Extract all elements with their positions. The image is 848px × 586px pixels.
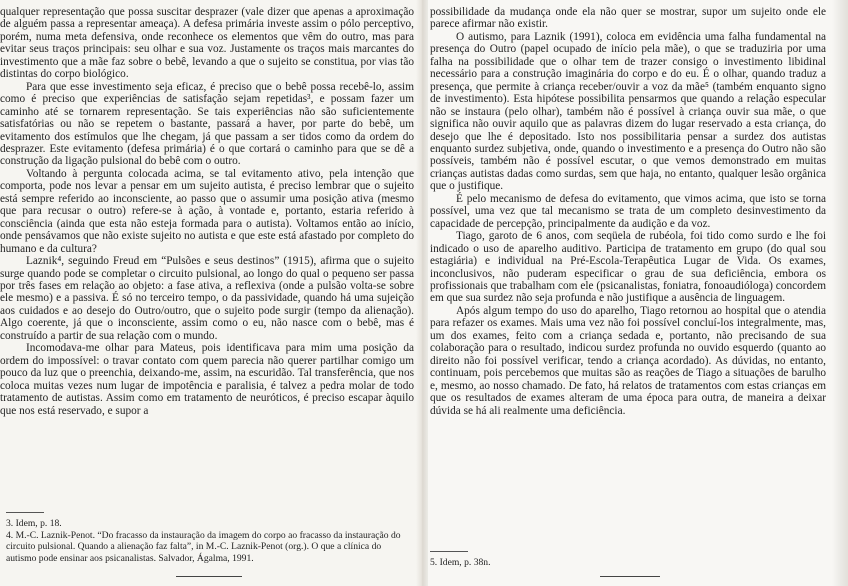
footnote-rule bbox=[430, 551, 468, 552]
paragraph: Após algum tempo do uso do aparelho, Tiago retornou ao hospital que o atendia para refazer os exames. Mais uma vez não foi possível concluí-los integralmente, mas, um dos exames, feito com a criança sedada e, portanto, não precisando de sua colaboração para o resultado, indicou surdez profunda no ouvido esquerdo (quanto ao direito não foi possível verificar, tendo a criança acordado). As dúvidas, no entanto, continuam, pois percebemos que muitas são as reações de Tiago a situações de barulho e, mesmo, ao nosso chamado. De fato, há relatos de tratamentos com estas crianças em que os resultados de exames alteram de uma época para outra, de maneira a deixar dúvida se há ali realmente uma deficiência. bbox=[430, 304, 826, 417]
right-footnotes bbox=[430, 557, 826, 569]
footnote: 3. Idem, p. 18. bbox=[6, 518, 62, 529]
left-page bbox=[0, 0, 422, 586]
page-bottom-rule bbox=[176, 576, 242, 577]
right-page bbox=[422, 0, 848, 586]
page-bottom-rule bbox=[600, 576, 660, 577]
footnote-rule bbox=[6, 512, 44, 513]
book-gutter bbox=[416, 0, 428, 586]
left-page-body bbox=[0, 6, 414, 417]
paragraph: possibilidade da mudança onde ela não quer se mostrar, supor um sujeito onde ele parece afirmar não existir. bbox=[430, 6, 826, 31]
paragraph: Laznik⁴, seguindo Freud em “Pulsões e seus destinos” (1915), afirma que o sujeito surge quando pode se completar o circuito pulsional, ao longo do qual o pequeno ser passa por três fases em relação ao objeto: a fase ativa, a reflexiva (onde a pulsão volta-se sobre ele mesmo) e a passiva. É só no terceiro tempo, o da passividade, quando há uma sujeição aos cuidados e ao desejo do Outro/outro, que o sujeito pode surgir (tempo da alienação). Algo coerente, já que o inconsciente, assim como o eu, não nasce com o bebê, mas é construído a partir de sua relação com o mundo. bbox=[0, 255, 414, 342]
footnote: 4. M.-C. Laznik-Penot. “Do fracasso da instauração da imagem do corpo ao fracasso da instauração do circuito pulsional. Quando a alienação faz falta”, in M.-C. Laznik-Penot (org.). O que a clínica do autismo pode ensinar aos psicanalistas. Salvador, Ágalma, 1991. bbox=[6, 529, 401, 564]
paragraph: O autismo, para Laznik (1991), coloca em evidência uma falha fundamental na presença do Outro (papel ocupado de início pela mãe), o que se traduziria por uma falha na possibilidade que o olhar tem de trazer consigo o investimento libidinal necessário para a construção imaginária do corpo e do eu. É o olhar, quando traduz a presença, que permite à criança receber/ouvir a voz da mãe⁵ (também enquanto signo de investimento). Esta hipótese possibilita pensarmos que quando a relação especular não se instaura (pelo olhar), também não é possível à criança ouvir sua mãe, o que significa não ouvir aquilo que as palavras dizem do lugar reservado a esta criança, do desejo que lhe é depositado. Isto nos possibilitaria pensar a surdez dos autistas enquanto surdez subjetiva, onde, quando o investimento e a presença do Outro não são possíveis, também não é possível escutar, o que vemos demonstrado em muitas crianças autistas dadas como surdas, sem que haja, no entanto, qualquer lesão orgânica que o justifique. bbox=[430, 30, 826, 193]
paragraph: Para que esse investimento seja eficaz, é preciso que o bebê possa recebê-lo, assim como é preciso que experiências de satisfação sejam repetidas³, e possam fazer um caminho até se tornarem representação. Se tais experiências não são suficientemente satisfatórias ou não se repetem o bastante, passará a haver, por parte do bebê, um evitamento dos estímulos que lhe chegam, já que passam a ser tidos como da ordem do desprazer. Este evitamento (defesa primária) é o que cortará o caminho para que se dê a construção da ligação pulsional do bebê com o outro. bbox=[0, 80, 414, 168]
paragraph: Incomodava-me olhar para Mateus, pois identificava para mim uma posição da ordem do impossível: o travar contato com quem parecia não querer partilhar comigo um pouco da luz que o preenchia, deixando-me, assim, na escuridão. Tal transferência, que nos coloca muitas vezes num lugar de impotência e paralisia, é talvez a pedra molar de todo tratamento de autistas. Assim como em tratamento de neuróticos, é preciso escapar àquilo que nos está reservado, e supor a bbox=[0, 342, 414, 417]
paragraph: Voltando à pergunta colocada acima, se tal evitamento ativo, pela intenção que comporta, pode nos levar a pensar em um sujeito autista, é preciso lembrar que o sujeito está sempre referido ao inconsciente, ao passo que o assumir uma posição ativa (mesmo que para recusar o outro) refere-se à ação, à vontade e, portanto, estaria referido à consciência (ainda que esta não esteja formada para o autista). Voltamos então ao início, onde pensávamos que não existe sujeito no autista e que este está afastado por completo do humano e da cultura? bbox=[0, 167, 414, 255]
left-footnotes bbox=[6, 518, 410, 564]
right-page-body bbox=[430, 6, 826, 417]
paragraph: É pelo mecanismo de defesa do evitamento, que vimos acima, que isto se torna possível, uma vez que tal mecanismo se trata de um completo desinvestimento da capacidade de percepção, principalmente da audição e da voz. bbox=[430, 192, 826, 230]
footnote: 5. Idem, p. 38n. bbox=[430, 557, 491, 568]
paragraph: qualquer representação que possa suscitar desprazer (vale dizer que apenas a aproximação de alguém passa a representar ameaça). A defesa primária investe assim o pólo perceptivo, porém, numa meta defensiva, onde reconhece os elementos que vêm do outro, mas para evitar seus traços principais: seu olhar e sua voz. Justamente os traços mais marcantes do investimento que a mãe faz sobre o bebê, levando a que o sujeito se constitua, por vias tão distintas do corpo biológico. bbox=[0, 6, 414, 81]
paragraph: Tiago, garoto de 6 anos, com seqüela de rubéola, foi tido como surdo e lhe foi indicado o uso de aparelho auditivo. Participa de tratamento em grupo (do qual sou estagiária) e individual na Pré-Escola-Terapêutica Lugar de Vida. Os exames, inconclusivos, não puderam especificar o grau de sua deficiência, embora os profissionais que trabalham com ele (psicanalistas, foniatra, fonoaudióloga) concordem em que sua surdez não seja profunda e não justifique a ausência de linguagem. bbox=[430, 230, 826, 305]
page-edge bbox=[832, 0, 848, 586]
